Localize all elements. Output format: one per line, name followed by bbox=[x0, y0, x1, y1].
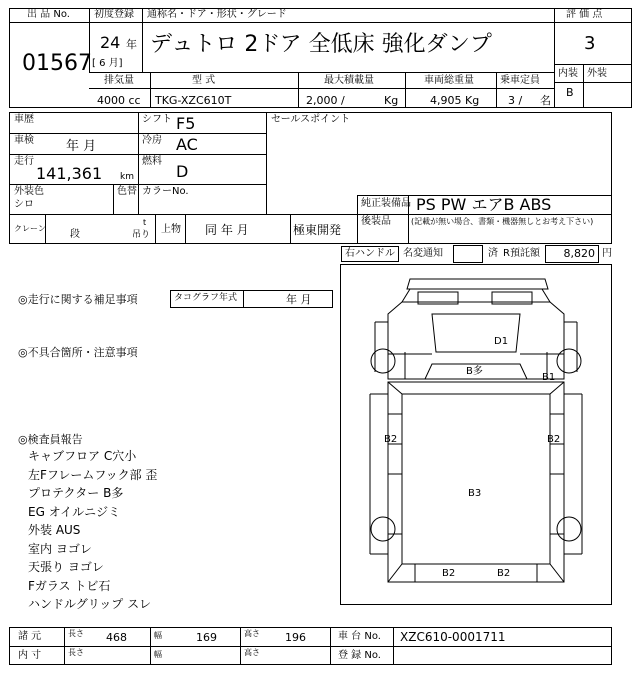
interior-dims-label: 内 寸 bbox=[18, 650, 42, 661]
ext-color: シロ bbox=[14, 199, 34, 210]
history-label: 車歴 bbox=[14, 114, 34, 125]
recycle-unit: 円 bbox=[602, 248, 612, 259]
shift-label: シフト bbox=[142, 114, 172, 125]
crane-ton: t bbox=[143, 218, 147, 227]
model-label: 型 式 bbox=[192, 75, 216, 86]
gross-weight-label: 車両総重量 bbox=[424, 75, 474, 86]
gross-weight: 4,905 Kg bbox=[430, 94, 480, 107]
aftermarket-note: (記載が無い場合、書類・機器無しとお考え下さい) bbox=[411, 217, 594, 226]
inspector-line: 室内 ヨゴレ bbox=[28, 541, 92, 556]
name-change-label: 名変通知 bbox=[403, 248, 443, 259]
damage-mark: B2 bbox=[497, 568, 511, 579]
crane-label: クレーン bbox=[14, 224, 46, 233]
width-label: 幅 bbox=[154, 631, 162, 640]
model: TKG-XZC610T bbox=[155, 94, 232, 107]
inspection-value: 年 月 bbox=[66, 139, 97, 154]
displacement-label: 排気量 bbox=[104, 75, 134, 86]
exterior-score-label: 外装 bbox=[587, 68, 607, 79]
damage-mark: B1 bbox=[542, 372, 556, 383]
equipment: PS PW エアB ABS bbox=[416, 195, 552, 214]
chassis-label: 車 台 No. bbox=[338, 631, 381, 642]
lot-no-label: 出 品 No. bbox=[27, 9, 70, 20]
capacity: 3 / bbox=[508, 94, 523, 107]
damage-mark: B2 bbox=[384, 434, 398, 445]
wheel-rear-left-icon bbox=[371, 517, 395, 541]
mileage-label: 走行 bbox=[14, 156, 34, 167]
sales-point-label: セールスポイント bbox=[271, 114, 351, 125]
color-no-label: 色替 bbox=[117, 186, 137, 197]
damage-mark: B多 bbox=[466, 366, 483, 377]
car-name: デュトロ 2ドア 全低床 強化ダンプ bbox=[150, 32, 492, 57]
max-load: 2,000 / bbox=[306, 94, 345, 107]
interior-score: B bbox=[566, 86, 574, 99]
displacement: 4000 cc bbox=[97, 94, 141, 107]
tacho-value: 年 月 bbox=[286, 293, 312, 306]
max-load-unit: Kg bbox=[384, 94, 399, 107]
first-reg-month: [ 6 月] bbox=[92, 58, 123, 69]
crane-stage: 段 bbox=[70, 229, 80, 240]
damage-mark: B3 bbox=[468, 488, 482, 499]
handle: 右ハンドル bbox=[345, 248, 395, 259]
max-load-label: 最大積載量 bbox=[324, 75, 374, 86]
height: 196 bbox=[285, 631, 306, 644]
mileage-unit: km bbox=[120, 172, 134, 182]
recycle-label: R預託額 bbox=[503, 248, 540, 259]
equipment-label: 純正装備品 bbox=[361, 198, 411, 209]
width: 169 bbox=[196, 631, 217, 644]
wheel-rear-right-icon bbox=[557, 517, 581, 541]
defects-label: ◎不具合箇所・注意事項 bbox=[18, 346, 138, 359]
interior-length-label: 長さ bbox=[68, 648, 84, 657]
tacho-label: タコグラフ年式 bbox=[174, 293, 238, 303]
inspector-line: キャブフロア C穴小 bbox=[28, 449, 137, 463]
fuel: D bbox=[176, 162, 189, 181]
damage-mark: B2 bbox=[442, 568, 456, 579]
upper-maker: 極東開発 bbox=[293, 223, 342, 237]
year-unit: 年 bbox=[126, 38, 137, 51]
height-label: 高さ bbox=[244, 629, 260, 638]
first-reg-label: 初度登録 bbox=[94, 9, 134, 20]
damage-mark: B2 bbox=[547, 434, 561, 445]
ac: AC bbox=[176, 135, 198, 154]
lot-no: 01567 bbox=[22, 51, 92, 76]
name-change-box bbox=[453, 245, 483, 263]
inspector-line: Fガラス トビ石 bbox=[28, 578, 111, 593]
ext-color-label: 外装色 bbox=[14, 186, 44, 197]
recycle-amount: 8,820 bbox=[563, 247, 595, 260]
ac-label: 冷房 bbox=[142, 135, 162, 146]
interior-score-label: 内装 bbox=[558, 68, 578, 79]
chassis: XZC610-0001711 bbox=[400, 630, 506, 644]
crane-hang: 吊り bbox=[132, 230, 151, 240]
inspector-line: 天張り ヨゴレ bbox=[28, 560, 104, 574]
vehicle-outline-icon bbox=[370, 279, 582, 582]
inspection-label: 車検 bbox=[14, 135, 34, 146]
interior-width-label: 幅 bbox=[154, 650, 162, 659]
upper-value: 同 年 月 bbox=[205, 223, 249, 237]
capacity-unit: 名 bbox=[540, 94, 551, 107]
name-label: 通称名・ドア・形状・グレード bbox=[147, 9, 287, 20]
mileage: 141,361 bbox=[36, 164, 103, 183]
dims-label: 諸 元 bbox=[18, 631, 42, 642]
vehicle-damage-diagram bbox=[340, 264, 612, 605]
inspector-line: ハンドルグリップ スレ bbox=[28, 597, 152, 611]
shift: F5 bbox=[176, 114, 196, 133]
inspector-line: 外装 AUS bbox=[28, 523, 81, 537]
first-reg-year: 24 bbox=[100, 33, 121, 52]
aftermarket-label: 後装品 bbox=[361, 216, 391, 227]
score-label: 評 価 点 bbox=[566, 9, 603, 20]
damage-mark: D1 bbox=[494, 336, 509, 347]
capacity-label: 乗車定員 bbox=[500, 75, 540, 86]
length-label: 長さ bbox=[68, 629, 84, 638]
inspector-label: ◎検査員報告 bbox=[18, 433, 83, 446]
interior-height-label: 高さ bbox=[244, 648, 260, 657]
score-value: 3 bbox=[584, 33, 596, 54]
upper-label: 上物 bbox=[161, 224, 181, 235]
reg-no-label: 登 録 No. bbox=[338, 650, 381, 661]
inspector-line: 左Fフレームフック部 歪 bbox=[28, 467, 158, 482]
tax-label: 済 bbox=[488, 248, 498, 259]
drive-notes-label: ◎走行に関する補足事項 bbox=[18, 293, 138, 306]
color-code-label: カラーNo. bbox=[142, 186, 189, 197]
inspector-line: EG オイルニジミ bbox=[28, 504, 121, 519]
fuel-label: 燃料 bbox=[142, 156, 162, 167]
length: 468 bbox=[106, 631, 127, 644]
inspector-line: プロテクター B多 bbox=[28, 486, 124, 500]
